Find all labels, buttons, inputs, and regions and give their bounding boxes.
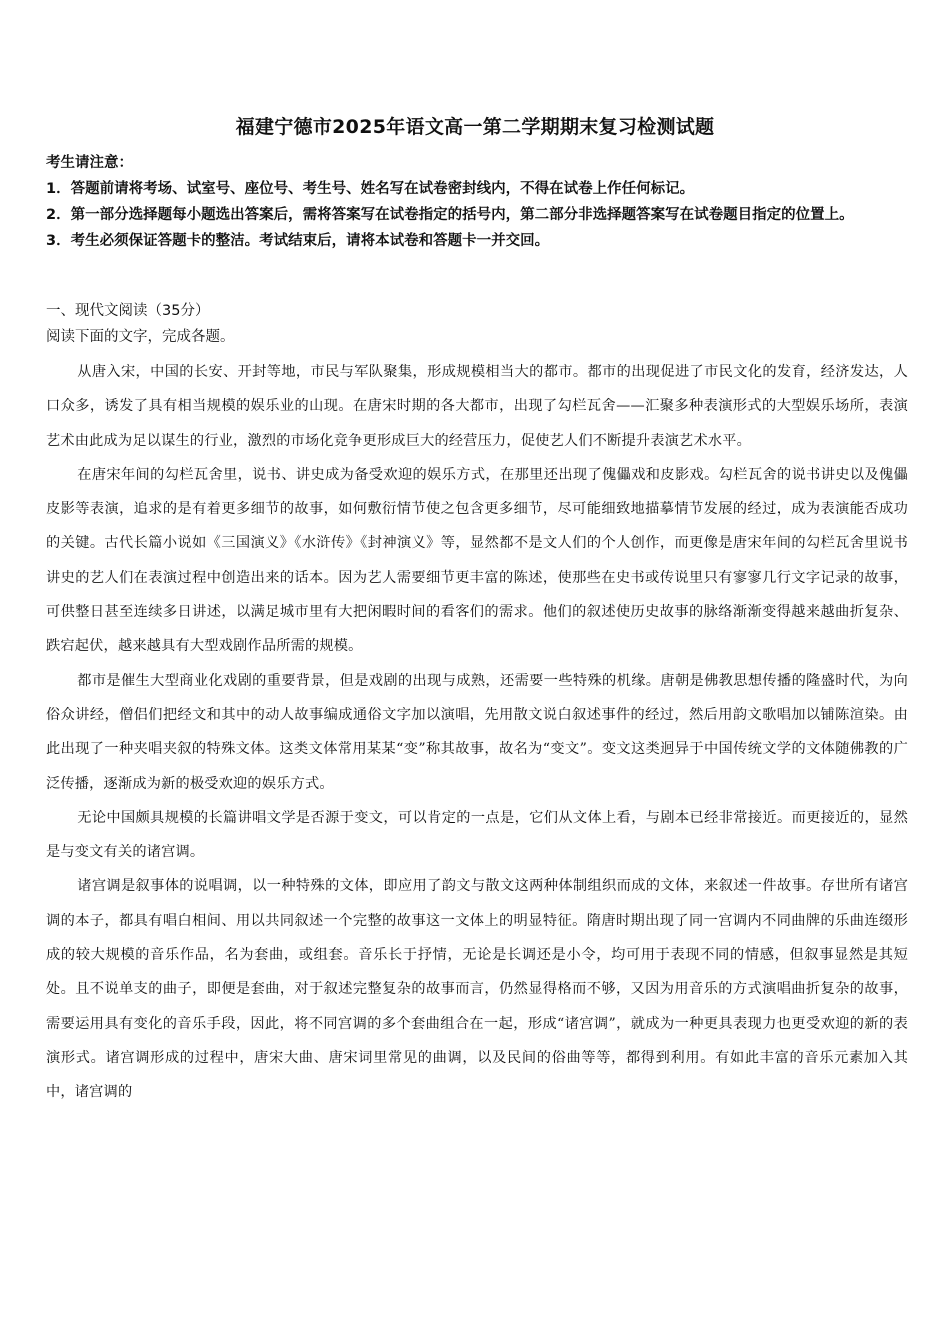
reading-passage	[46, 355, 908, 1110]
candidate-notice	[46, 150, 902, 254]
passage-paragraph: 诸宫调是叙事体的说唱调，以一种特殊的文体，即应用了韵文与散文这两种体制组织而成的文体，来叙述一件故事。存世所有诸宫调的本子，都具有唱白相间、用以共同叙述一个完整的故事这一文体上的明显特征。隋唐时期出现了同一宫调内不同曲牌的乐曲连缀形成的较大规模的音乐作品，名为套曲，或组套。音乐长于抒情，无论是长调还是小令，均可用于表现不同的情感，但叙事显然是其短处。且不说单支的曲子，即便是套曲，对于叙述完整复杂的故事而言，仍然显得格而不够，又因为用音乐的方式演唱曲折复杂的故事，需要运用具有变化的音乐手段，因此，将不同宫调的多个套曲组合在一起，形成“诸宫调”，就成为一种更具表现力也更受欢迎的新的表演形式。诸宫调形成的过程中，唐宋大曲、唐宋词里常见的曲调，以及民间的俗曲等等，都得到利用。有如此丰富的音乐元素加入其中，诸宫调的	[46, 878, 908, 1101]
passage-paragraph: 从唐入宋，中国的长安、开封等地，市民与军队聚集，形成规模相当大的都市。都市的出现促进了市民文化的发育，经济发达，人口众多，诱发了具有相当规模的娱乐业的山现。在唐宋时期的各大都市，出现了勾栏瓦舍——汇聚多种表演形式的大型娱乐场所，表演艺术由此成为足以谋生的行业，激烈的市场化竞争更形成巨大的经营压力，促使艺人们不断提升表演艺术水平。	[46, 364, 908, 449]
section-heading: 一、现代文阅读（35分）	[46, 303, 210, 319]
passage-paragraph: 在唐宋年间的勾栏瓦舍里，说书、讲史成为备受欢迎的娱乐方式，在那里还出现了傀儡戏和皮影戏。勾栏瓦舍的说书讲史以及傀儡皮影等表演，追求的是有着更多细节的故事，如何敷衍情节使之包含更多细节，尽可能细致地描摹情节发展的经过，成为表演能否成功的关键。古代长篇小说如《三国演义》《水浒传》《封神演义》等，显然都不是文人们的个人创作，而更像是唐宋年间的勾栏瓦舍里说书讲史的艺人们在表演过程中创造出来的话本。因为艺人需要细节更丰富的陈述，使那些在史书或传说里只有寥寥几行文字记录的故事，可供整日甚至连续多日讲述，以满足城市里有大把闲暇时间的看客们的需求。他们的叙述使历史故事的脉络渐渐变得越来越曲折复杂、跌宕起伏，越来越具有大型戏剧作品所需的规模。	[46, 466, 908, 655]
passage-paragraph: 无论中国颇具规模的长篇讲唱文学是否源于变文，可以肯定的一点是，它们从文体上看，与剧本已经非常接近。而更接近的，显然是与变文有关的诸宫调。	[46, 809, 908, 861]
notice-item: 1．答题前请将考场、试室号、座位号、考生号、姓名写在试卷密封线内，不得在试卷上作任何标记。	[46, 181, 695, 197]
exam-title: 福建宁德市2025年语文高一第二学期期末复习检测试题	[235, 116, 715, 138]
section-header	[46, 298, 906, 350]
notice-item: 2．第一部分选择题每小题选出答案后，需将答案写在试卷指定的括号内，第二部分非选择题答案写在试卷题目指定的位置上。	[46, 207, 854, 223]
notice-item: 3．考生必须保证答题卡的整洁。考试结束后，请将本试卷和答题卡一并交回。	[46, 233, 550, 249]
passage-paragraph: 都市是催生大型商业化戏剧的重要背景，但是戏剧的出现与成熟，还需要一些特殊的机缘。唐朝是佛教思想传播的隆盛时代，为向俗众讲经，僧侣们把经文和其中的动人故事编成通俗文字加以演唱，先用散文说白叙述事件的经过，然后用韵文歌唱加以铺陈渲染。由此出现了一种夹唱夹叙的特殊文体。这类文体常用某某“变”称其故事，故名为“变文”。变文这类迥异于中国传统文学的文体随佛教的广泛传播，逐渐成为新的极受欢迎的娱乐方式。	[46, 672, 908, 792]
notice-heading: 考生请注意：	[46, 155, 133, 171]
section-instruction: 阅读下面的文字，完成各题。	[46, 329, 235, 345]
